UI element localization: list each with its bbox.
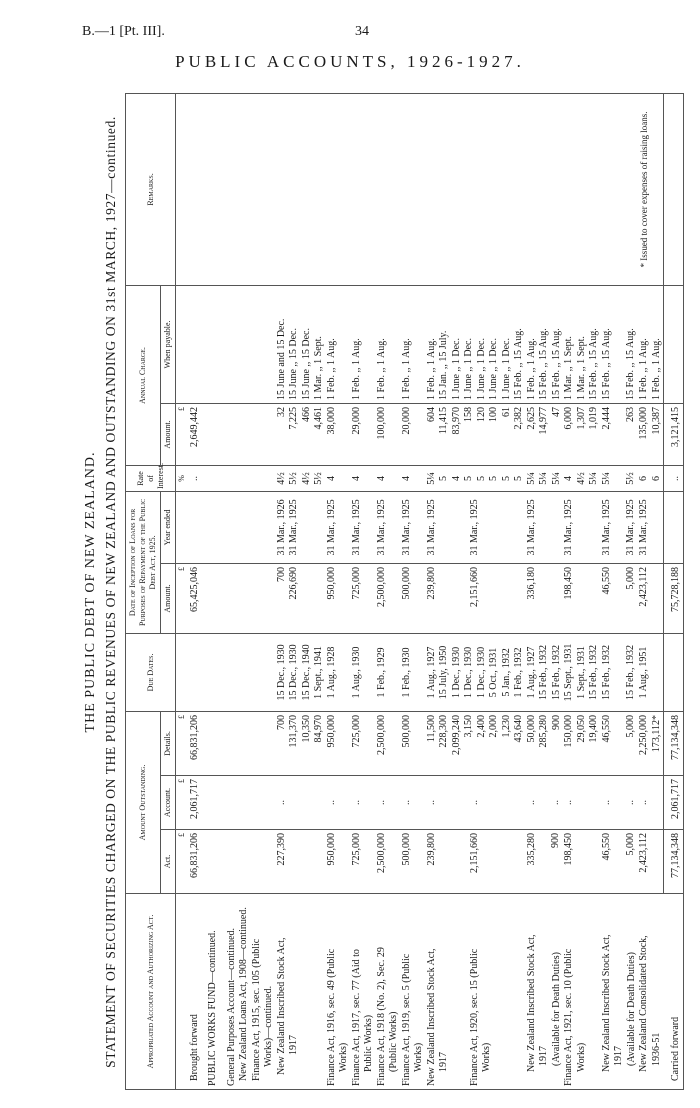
sub-heading: General Purposes Account—continued. (220, 894, 239, 1090)
header-due-dates: Due Dates. (126, 633, 176, 711)
cell-when: 1 Mar. ,, 1 Sept. 1 Mar. ,, 1 Sept. 15 Feb. ,, 15 Aug. (563, 285, 601, 403)
header-amount-outstanding: Amount Outstanding. (126, 711, 161, 893)
cell-inc-amount: 336,180 (526, 563, 564, 633)
page-number: 34 (355, 24, 369, 39)
cell-act: 198,450 (563, 830, 601, 894)
header-ac-amount: Amount. (161, 403, 176, 465)
header-rate: Rate of Interest. (126, 465, 176, 491)
table-row: Finance Act, 1919, sec. 5 (Public Works) 500,000 .. 500,000 1 Feb., 1930 500,000 31 Mar., 1925 4 20,000 1 Feb. ,, 1 Aug. (401, 93, 426, 1089)
header-when-payable: When payable. (161, 285, 176, 403)
cell-ac-amount: 83,970 158 120 100 61 2,382 (451, 403, 526, 465)
act-label: Finance Act, 1915, sec. 105 (Public Works)—continued. (251, 894, 276, 1090)
cell-when: 1 Feb. ,, 1 Aug. 15 Jan. ,, 15 July. (426, 285, 451, 403)
act-label: Finance Act, 1917, sec. 77 (Aid to Public Works) (351, 894, 376, 1090)
cell-when: 1 Feb. ,, 1 Aug. (351, 285, 376, 403)
carried-forward-label: Carried forward (664, 894, 684, 1090)
table-row: New Zealand Inscribed Stock Act, 1917 227,390 .. 700 131,370 10,350 84,970 15 Dec., 1930 15 Dec., 1930 15 Dec., 1940 1 Sept., 1941 700 226,690 31 Mar., 1926 31 Mar., 1925 4½ 5½ 4½ 5½ 32 7,225 466 4,461 15 June and 15 Dec. 15 June ,, 15 Dec. 15 June ,, 15 Dec. 1 Mar. ,, 1 Sept. (276, 93, 326, 1089)
cell-inc-amount: 950,000 (326, 563, 351, 633)
cell-act: 66,831,206 (189, 830, 202, 894)
act-label: New Zealand Inscribed Stock Act, 1917 (276, 894, 326, 1090)
cell-details: 77,134,348 (664, 711, 684, 775)
remark-note: * Issued to cover expenses of raising loans. (638, 93, 664, 285)
cell-details: 11,500 228,300 (426, 711, 451, 775)
cell-inc-amount: 65,425,046 (189, 563, 202, 633)
cell-rate: 4 (376, 465, 401, 491)
rotated-statement (75, 92, 690, 1092)
header-act: Act. (161, 830, 176, 894)
table-row (238, 93, 251, 1089)
cell-year: 31 Mar., 1925 (451, 491, 526, 563)
securities-table (125, 93, 684, 1090)
cell-year: 31 Mar., 1925 (526, 491, 564, 563)
cell-rate: 4½ 5½ 4½ 5½ (276, 465, 326, 491)
table-row (251, 93, 276, 1089)
cell-ac-amount: 2,649,442 (189, 403, 202, 465)
act-label: New Zealand Inscribed Stock Act, 1917 (Available for Death Duties) (601, 894, 639, 1090)
act-label: New Zealand Consolidated Stock, 1936-51 (638, 894, 664, 1090)
cell-rate: 4 4½ 5¼ (563, 465, 601, 491)
cell-act: 227,390 (276, 830, 326, 894)
header-inc-amount: Amount. (161, 563, 176, 633)
cell-when: 1 June ,, 1 Dec. 1 June ,, 1 Dec. 1 June ,, 1 Dec. 1 June ,, 1 Dec. 1 June ,, 1 Dec. 15 Feb. ,, 15 Aug. (451, 285, 526, 403)
cell-details: 2,099,240 3,150 2,400 2,000 1,230 43,640 (451, 711, 526, 775)
cell-act: 2,423,112 (638, 830, 664, 894)
table-row: New Zealand Consolidated Stock, 1936-51 2,423,112 .. 2,250,000 173,112* 1 Aug., 1951 2,423,112 31 Mar., 1925 6 6 135,000 10,387 1 Feb. ,, 1 Aug. 1 Feb. ,, 1 Aug. * Issued to cover expenses of raising loans. (638, 93, 664, 1089)
cell-inc-amount: 725,000 (351, 563, 376, 633)
cell-ac-amount: 3,121,415 (664, 403, 684, 465)
cell-rate: .. (189, 465, 202, 491)
header-account-col: Account. (161, 776, 176, 830)
cell-due: 1 Dec., 1930 1 Dec., 1930 1 Dec., 1930 5 Oct., 1931 5 Jan., 1932 1 Feb., 1932 (451, 633, 526, 711)
cell-details: 46,550 5,000 (601, 711, 639, 775)
cell-inc-amount: 2,423,112 (638, 563, 664, 633)
act-label: Finance Act, 1919, sec. 5 (Public Works) (401, 894, 426, 1090)
units-row (176, 93, 189, 1089)
cell-year: 31 Mar., 1925 (638, 491, 664, 563)
act-label: Finance Act, 1920, sec. 15 (Public Works) (451, 894, 526, 1090)
unit-pound: £ (176, 563, 189, 633)
cell-due: 1 Aug., 1951 (638, 633, 664, 711)
unit-pound: £ (176, 776, 189, 830)
cell-when: 1 Feb. ,, 1 Aug. (401, 285, 426, 403)
cell-rate: 4 5 5 5 5 5 (451, 465, 526, 491)
unit-pound: £ (176, 403, 189, 465)
page-heading: PUBLIC ACCOUNTS, 1926-1927. (175, 52, 525, 71)
cell-act: 500,000 (401, 830, 426, 894)
cell-inc-amount: 75,728,188 (664, 563, 684, 633)
cell-when: 15 Feb. ,, 15 Aug. 15 Feb. ,, 15 Aug. (601, 285, 639, 403)
cell-act: 46,550 5,000 (601, 830, 639, 894)
section-heading: PUBLIC WORKS FUND—continued. (201, 894, 220, 1090)
cell-year: 31 Mar., 1925 (351, 491, 376, 563)
cell-rate: .. (664, 465, 684, 491)
table-row: New Zealand Inscribed Stock Act, 1917 (Available for Death Duties) 335,280 900 .. .. 50,000 285,280 900 1 Aug., 1927 15 Feb., 1932 15 Feb., 1932 336,180 31 Mar., 1925 5¼ 5¼ 5¼ 2,625 14,977 47 1 Feb. ,, 1 Aug. 15 Feb. ,, 15 Aug. 15 Feb. ,, 15 Aug. (526, 93, 564, 1089)
unit-pound: £ (176, 711, 189, 775)
cell-details: 950,000 (326, 711, 351, 775)
cell-ac-amount: 2,625 14,977 47 (526, 403, 564, 465)
sub-heading: New Zealand Loans Act, 1908—continued. (238, 894, 251, 1090)
cell-when: 1 Feb. ,, 1 Aug. 1 Feb. ,, 1 Aug. (638, 285, 664, 403)
cell-act: 2,500,000 (376, 830, 401, 894)
header-details: Details. (161, 711, 176, 775)
header-account: Appropriated Account and Authorizing Act. (126, 894, 176, 1090)
table-row: Finance Act, 1918 (No. 2), Sec. 29 (Public Works) 2,500,000 .. 2,500,000 1 Feb., 1929 2,500,000 31 Mar., 1925 4 100,000 1 Feb. ,, 1 Aug. (376, 93, 401, 1089)
cell-year: 31 Mar., 1925 (376, 491, 401, 563)
cell-ac-amount: 32 7,225 466 4,461 (276, 403, 326, 465)
cell-rate: 4 (351, 465, 376, 491)
cell-when: 1 Feb. ,, 1 Aug. (326, 285, 351, 403)
header-date-inception: Date of Inception of Loans for Purposes of Repayment of the Public Debt Act, 1925. (126, 491, 161, 633)
cell-details: 50,000 285,280 900 (526, 711, 564, 775)
cell-due: 1 Aug., 1930 (351, 633, 376, 711)
cell-inc-amount: 2,500,000 (376, 563, 401, 633)
cell-act: 239,800 (426, 830, 451, 894)
cell-ac-amount: 100,000 (376, 403, 401, 465)
table-row: New Zealand Inscribed Stock Act, 1917 239,800 .. 11,500 228,300 1 Aug., 1927 15 July, 1950 239,800 31 Mar., 1925 5¼ 5 604 11,415 1 Feb. ,, 1 Aug. 15 Jan. ,, 15 July. (426, 93, 451, 1089)
cell-ac-amount: 2,444 263 (601, 403, 639, 465)
table-row: Finance Act, 1917, sec. 77 (Aid to Public Works) 725,000 .. 725,000 1 Aug., 1930 725,000 31 Mar., 1925 4 29,000 1 Feb. ,, 1 Aug. (351, 93, 376, 1089)
act-label: Finance Act, 1918 (No. 2), Sec. 29 (Public Works) (376, 894, 401, 1090)
cell-details: 500,000 (401, 711, 426, 775)
header-remarks: Remarks. (126, 93, 176, 285)
document-reference: B.—1 [Pt. III]. (82, 24, 165, 39)
cell-rate: 6 6 (638, 465, 664, 491)
cell-act: 725,000 (351, 830, 376, 894)
cell-due: 15 Feb., 1932 15 Feb., 1932 (601, 633, 639, 711)
statement-subtitle: STATEMENT OF SECURITIES CHARGED ON THE PUBLIC REVENUES OF NEW ZEALAND AND OUTSTANDING ON 31st MARCH, 1927—continued. (103, 116, 118, 1068)
cell-year: 31 Mar., 1925 (326, 491, 351, 563)
cell-year: 31 Mar., 1925 (401, 491, 426, 563)
cell-inc-amount: 700 226,690 (276, 563, 326, 633)
act-label: New Zealand Inscribed Stock Act, 1917 (Available for Death Duties) (526, 894, 564, 1090)
cell-due: 15 Sept., 1931 1 Sept., 1931 15 Feb., 1932 (563, 633, 601, 711)
statement-title: THE PUBLIC DEBT OF NEW ZEALAND. (83, 451, 98, 733)
act-label: New Zealand Inscribed Stock Act, 1917 (426, 894, 451, 1090)
table-row (201, 93, 220, 1089)
table-row (664, 93, 684, 1089)
cell-inc-amount: 500,000 (401, 563, 426, 633)
cell-due: 1 Aug., 1928 (326, 633, 351, 711)
cell-act: 77,134,348 (664, 830, 684, 894)
table-row (189, 93, 202, 1089)
cell-due: 1 Aug., 1927 15 July, 1950 (426, 633, 451, 711)
cell-details: 66,831,206 (189, 711, 202, 775)
table-row: Finance Act, 1916, sec. 49 (Public Works) 950,000 .. 950,000 1 Aug., 1928 950,000 31 Mar., 1925 4 38,000 1 Feb. ,, 1 Aug. (326, 93, 351, 1089)
cell-act: 950,000 (326, 830, 351, 894)
cell-rate: 5¼ 5¼ 5¼ (526, 465, 564, 491)
unit-pound: £ (176, 830, 189, 894)
cell-ac-amount: 29,000 (351, 403, 376, 465)
cell-details: 725,000 (351, 711, 376, 775)
act-label: Finance Act, 1921, sec. 10 (Public Works) (563, 894, 601, 1090)
cell-details: 2,500,000 (376, 711, 401, 775)
cell-account: 2,061,717 (664, 776, 684, 830)
cell-details: 150,000 29,050 19,400 (563, 711, 601, 775)
act-label: Finance Act, 1916, sec. 49 (Public Works) (326, 894, 351, 1090)
brought-forward-label: Brought forward (189, 894, 202, 1090)
cell-due: 1 Aug., 1927 15 Feb., 1932 15 Feb., 1932 (526, 633, 564, 711)
page-header (0, 0, 700, 90)
table-row: Finance Act, 1921, sec. 10 (Public Works) 198,450 .. 150,000 29,050 19,400 15 Sept., 1931 1 Sept., 1931 15 Feb., 1932 198,450 31 Mar., 1925 4 4½ 5¼ 6,000 1,307 1,019 1 Mar. ,, 1 Sept. 1 Mar. ,, 1 Sept. 15 Feb. ,, 15 Aug. (563, 93, 601, 1089)
cell-ac-amount: 604 11,415 (426, 403, 451, 465)
cell-rate: 4 (401, 465, 426, 491)
table-row (220, 93, 239, 1089)
unit-percent: % (176, 465, 189, 491)
cell-due: 1 Feb., 1929 (376, 633, 401, 711)
cell-ac-amount: 38,000 (326, 403, 351, 465)
cell-year: 31 Mar., 1925 (563, 491, 601, 563)
cell-inc-amount: 239,800 (426, 563, 451, 633)
cell-inc-amount: 198,450 (563, 563, 601, 633)
cell-inc-amount: 46,550 5,000 (601, 563, 639, 633)
cell-when: 1 Feb. ,, 1 Aug. 15 Feb. ,, 15 Aug. 15 Feb. ,, 15 Aug. (526, 285, 564, 403)
cell-details: 700 131,370 10,350 84,970 (276, 711, 326, 775)
header-year-ended: Year ended (161, 491, 176, 563)
cell-inc-amount: 2,151,660 (451, 563, 526, 633)
cell-when: 15 June and 15 Dec. 15 June ,, 15 Dec. 15 June ,, 15 Dec. 1 Mar. ,, 1 Sept. (276, 285, 326, 403)
cell-ac-amount: 20,000 (401, 403, 426, 465)
cell-due: 15 Dec., 1930 15 Dec., 1930 15 Dec., 1940 1 Sept., 1941 (276, 633, 326, 711)
table-row: New Zealand Inscribed Stock Act, 1917 (Available for Death Duties) 46,550 5,000 .. .. 46,550 5,000 15 Feb., 1932 15 Feb., 1932 46,550 5,000 31 Mar., 1925 31 Mar., 1925 5¼ 5½ 2,444 263 15 Feb. ,, 15 Aug. 15 Feb. ,, 15 Aug. (601, 93, 639, 1089)
cell-year: 31 Mar., 1926 31 Mar., 1925 (276, 491, 326, 563)
cell-details: 2,250,000 173,112* (638, 711, 664, 775)
cell-act: 335,280 900 (526, 830, 564, 894)
cell-ac-amount: 6,000 1,307 1,019 (563, 403, 601, 465)
cell-rate: 4 (326, 465, 351, 491)
header-annual-charge: Annual Charge. (126, 285, 161, 465)
cell-rate: 5¼ 5½ (601, 465, 639, 491)
cell-ac-amount: 135,000 10,387 (638, 403, 664, 465)
cell-year: 31 Mar., 1925 (426, 491, 451, 563)
cell-account: 2,061,717 (189, 776, 202, 830)
cell-act: 2,151,660 (451, 830, 526, 894)
cell-when: 1 Feb. ,, 1 Aug. (376, 285, 401, 403)
table-row: Finance Act, 1920, sec. 15 (Public Works) 2,151,660 .. 2,099,240 3,150 2,400 2,000 1,230 43,640 1 Dec., 1930 1 Dec., 1930 1 Dec., 1930 5 Oct., 1931 5 Jan., 1932 1 Feb., 1932 2,151,660 31 Mar., 1925 4 5 5 5 5 5 83,970 158 120 100 61 2,382 1 June ,, 1 Dec. 1 June ,, 1 Dec. 1 June ,, 1 Dec. 1 June ,, 1 Dec. 1 June ,, 1 Dec. 15 Feb. ,, 15 Aug. (451, 93, 526, 1089)
cell-due: 1 Feb., 1930 (401, 633, 426, 711)
cell-rate: 5¼ 5 (426, 465, 451, 491)
cell-year: 31 Mar., 1925 31 Mar., 1925 (601, 491, 639, 563)
